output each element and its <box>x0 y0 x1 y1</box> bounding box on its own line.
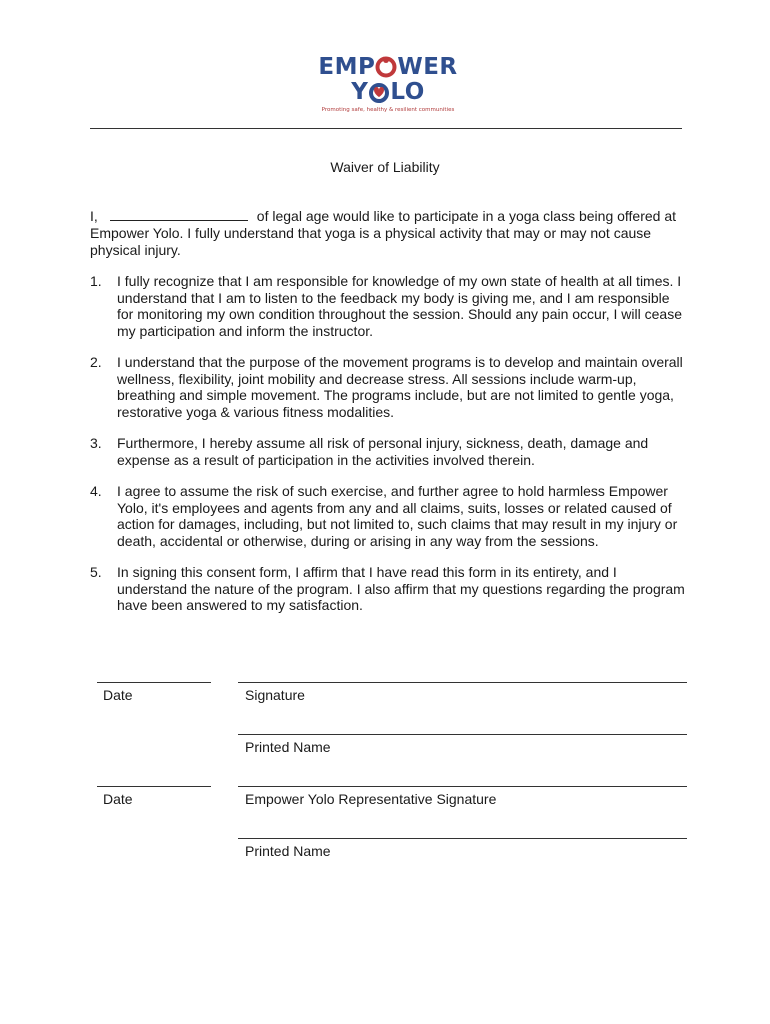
participant-name-blank[interactable] <box>110 207 248 221</box>
empower-yolo-logo <box>318 56 458 118</box>
clause-text: Furthermore, I hereby assume all risk of personal injury, sickness, death, damage and expense as a result of participation in the activities involved therein. <box>117 435 649 468</box>
clause-item <box>90 273 685 339</box>
participant-printed-name-label: Printed Name <box>245 739 331 755</box>
participant-date-label: Date <box>103 687 133 703</box>
logo-word-emp: EMP <box>318 54 376 80</box>
clause-text: I fully recognize that I am responsible for knowledge of my own state of health at all times. I understand that I am to listen to the feedback my body is giving me, and I am responsible for monitoring my own condition throughout the session. Should any pain occur, I will cease my participation and inform the instructor. <box>117 273 682 339</box>
clause-number: 5. <box>90 564 102 580</box>
clause-item <box>90 483 685 549</box>
intro-text: of legal age would like to participate in a yoga class being offered at Empower Yolo. I fully understand that yoga is a physical activity that may or may not cause physical injury. <box>90 208 677 258</box>
clause-number: 2. <box>90 354 102 370</box>
clause-text: In signing this consent form, I affirm that I have read this form in its entirety, and I understand the nature of the program. I also affirm that my questions regarding the program have been answered to my satisfaction. <box>117 564 685 613</box>
document-title: Waiver of Liability <box>330 159 440 175</box>
clause-text: I agree to assume the risk of such exercise, and further agree to hold harmless Empower Yolo, it's employees and agents from any and all claims, suits, losses or related caused of action for damages, including, but not limited to, such claims that may result in my injury or death, accidental or otherwise, during or arising in any way from the sessions. <box>117 483 678 549</box>
participant-date-line[interactable] <box>97 682 211 683</box>
logo-line-1 <box>318 56 458 80</box>
rep-signature-label: Empower Yolo Representative Signature <box>245 791 497 807</box>
logo-heart-o-icon <box>368 81 390 108</box>
clause-list <box>90 273 685 629</box>
logo-word-lo: LO <box>390 79 425 105</box>
rep-printed-name-line[interactable] <box>238 838 687 839</box>
rep-signature-line[interactable] <box>238 786 687 787</box>
intro-prefix: I, <box>90 208 98 224</box>
logo-word-wer: WER <box>397 54 458 80</box>
intro-paragraph <box>90 207 685 259</box>
clause-number: 4. <box>90 483 102 499</box>
clause-item <box>90 354 685 420</box>
participant-signature-label: Signature <box>245 687 305 703</box>
clause-number: 1. <box>90 273 102 289</box>
clause-text: I understand that the purpose of the movement programs is to develop and maintain overall wellness, flexibility, joint mobility and decrease stress. All sessions include warm-up, breathing and simple movement. The programs include, but are not limited to gentle yoga, restorative yoga & various fitness modalities. <box>117 354 683 420</box>
logo-tagline: Promoting safe, healthy & resilient communities <box>321 107 455 113</box>
clause-item <box>90 435 685 468</box>
clause-number: 3. <box>90 435 102 451</box>
logo-word-y: Y <box>351 79 369 105</box>
participant-printed-name-line[interactable] <box>238 734 687 735</box>
participant-signature-line[interactable] <box>238 682 687 683</box>
rep-date-line[interactable] <box>97 786 211 787</box>
clause-item <box>90 564 685 614</box>
rep-printed-name-label: Printed Name <box>245 843 331 859</box>
logo-line-2 <box>318 81 458 106</box>
rep-date-label: Date <box>103 791 133 807</box>
header-divider <box>90 128 682 129</box>
